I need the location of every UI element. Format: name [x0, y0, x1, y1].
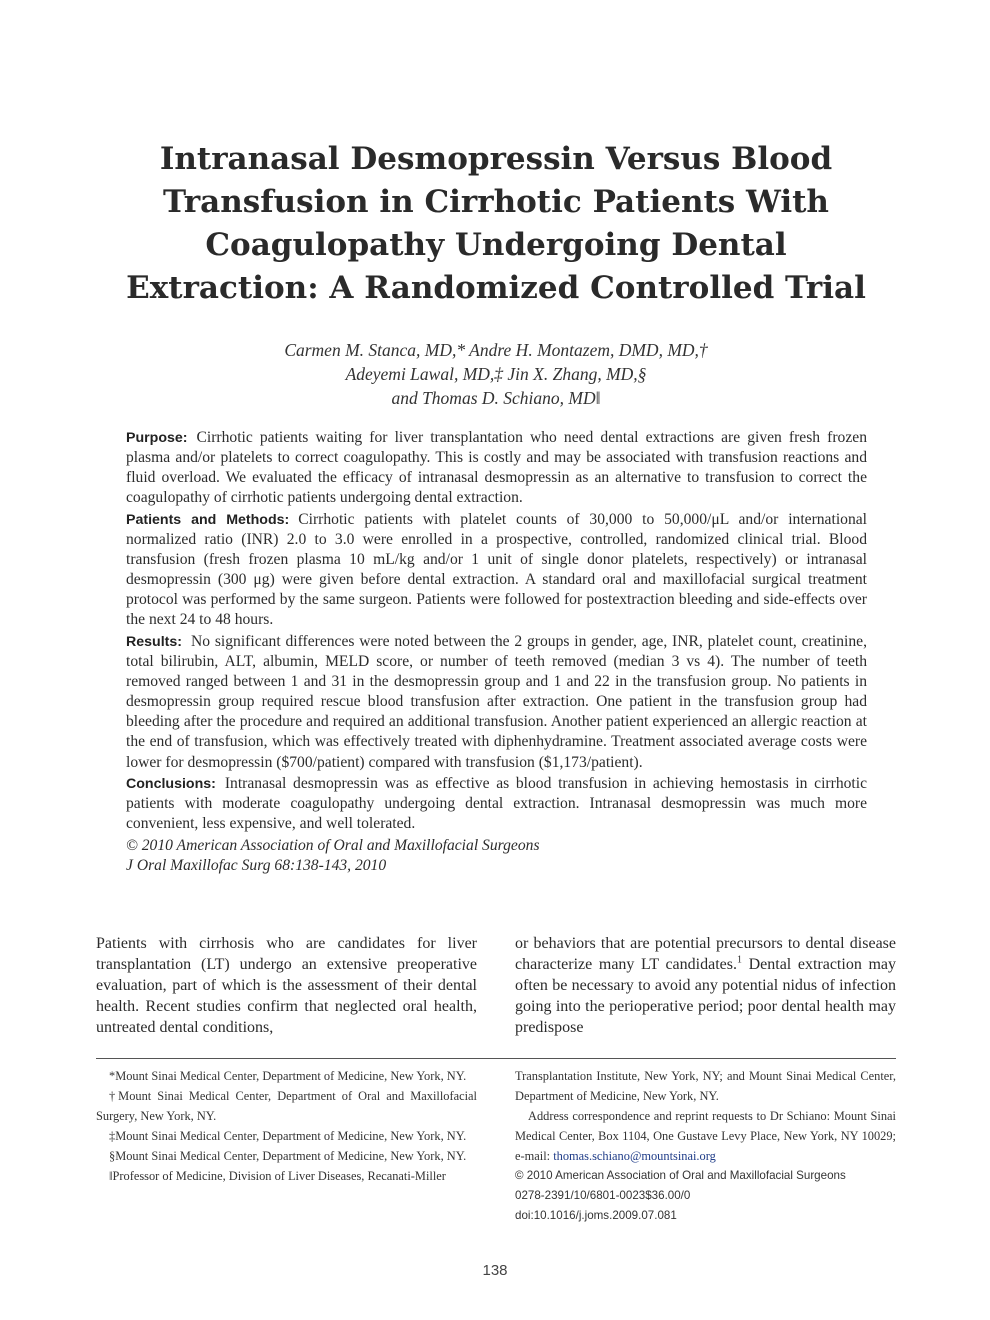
email-link[interactable]: thomas.schiano@mountsinai.org	[553, 1149, 716, 1163]
conclusions-text: Intranasal desmopressin was as effective as blood transfusion in achieving hemostasis in cirrhotic patients with moderate coagulopathy undergoing dental extraction. Intranasal desmopressin was much more convenient, less expensive, and well tolerated.	[126, 775, 867, 833]
title-line: Extraction: A Randomized Controlled Trial	[126, 270, 866, 306]
footnotes-right	[515, 1066, 896, 1226]
body-column-right	[515, 933, 896, 1038]
methods-label: Patients and Methods:	[126, 511, 290, 528]
reference-superscript[interactable]: 1	[736, 954, 742, 966]
footnote-copyright: © 2010 American Association of Oral and Maxillofacial Surgeons	[515, 1169, 846, 1182]
issn-code: 0278-2391/10/6801-0023$36.00/0	[515, 1189, 691, 1202]
author-list	[96, 338, 896, 410]
methods-text: Cirrhotic patients with platelet counts of 30,000 to 50,000/μL and/or international normalized ratio (INR) 2.0 to 3.0 were enrolled in a prospective, controlled, randomized clinical trial. Blood transfusion (fresh frozen plasma 10 mL/kg and/or 1 unit of single donor platelets, respectively) or intranasal desmopressin (300 μg) were given before dental extraction. A standard oral and maxillofacial surgical treatment protocol was performed by the same surgeon. Patients were followed for postextraction bleeding and side-effects over the next 24 to 48 hours.	[126, 510, 867, 629]
page-number: 138	[482, 1262, 508, 1279]
abstract-conclusions	[126, 774, 867, 834]
abstract	[126, 428, 867, 876]
doi-link[interactable]: doi:10.1016/j.joms.2009.07.081	[515, 1209, 677, 1222]
footnotes-left	[96, 1066, 477, 1186]
author-line: and Thomas D. Schiano, MD‖	[391, 388, 601, 408]
body-right-text: or behaviors that are potential precursors to dental disease characterize many LT candidates.	[515, 935, 896, 973]
title-line: Intranasal Desmopressin Versus Blood	[159, 141, 833, 177]
purpose-label: Purpose:	[126, 430, 188, 446]
purpose-text: Cirrhotic patients waiting for liver transplantation who need dental extractions are given fresh frozen plasma and/or platelets to correct coagulopathy. This is costly and may be associated with transfusion reactions and fluid overload. We evaluated the efficacy of intranasal desmopressin as an alternative to transfusion to correct the coagulopathy of cirrhotic patients undergoing dental extraction.	[126, 429, 867, 507]
author-line: Adeyemi Lawal, MD,‡ Jin X. Zhang, MD,§	[345, 364, 647, 384]
article-title	[96, 138, 896, 310]
conclusions-label: Conclusions:	[126, 776, 216, 793]
footnote-affiliation: ‖Professor of Medicine, Division of Liver Diseases, Recanati-Miller	[109, 1169, 446, 1183]
abstract-results	[126, 632, 867, 773]
footnote-affiliation: §Mount Sinai Medical Center, Department of Medicine, New York, NY.	[109, 1149, 467, 1163]
abstract-methods	[126, 510, 867, 631]
body-column-left: Patients with cirrhosis who are candidates for liver transplantation (LT) undergo an extensive preoperative evaluation, part of which is the assessment of their dental health. Recent studies confirm that neglected oral health, untreated dental conditions,	[96, 935, 477, 1036]
abstract-purpose	[126, 428, 867, 508]
footnote-affiliation: ‡Mount Sinai Medical Center, Department of Medicine, New York, NY.	[109, 1129, 467, 1143]
footnote-continuation: Transplantation Institute, New York, NY; and Mount Sinai Medical Center, Department of Medicine, New York, NY.	[515, 1069, 896, 1103]
title-line: Transfusion in Cirrhotic Patients With	[163, 184, 829, 220]
abstract-copyright: © 2010 American Association of Oral and Maxillofacial Surgeons	[126, 836, 540, 854]
footnote-affiliation: *Mount Sinai Medical Center, Department of Medicine, New York, NY.	[109, 1069, 467, 1083]
footnote-affiliation: †Mount Sinai Medical Center, Department of Oral and Maxillofacial Surgery, New York, NY.	[96, 1089, 477, 1123]
correspondence-note	[515, 1106, 896, 1166]
results-label: Results:	[126, 633, 182, 650]
correspondence-text: Address correspondence and reprint requests to Dr Schiano: Mount Sinai Medical Center, Box 1104, One Gustave Levy Place, New York, NY 10029; e-mail:	[515, 1109, 896, 1163]
results-text: No significant differences were noted between the 2 groups in gender, age, INR, platelet count, creatinine, total bilirubin, ALT, albumin, MELD score, or number of teeth removed (median 3 vs 4). The number of teeth removed ranged between 1 and 31 in the desmopressin group and 1 and 22 in the transfusion group. No patients in desmopressin group required rescue blood transfusion after extraction. One patient in the transfusion group had bleeding after the procedure and required an additional transfusion. Another patient experienced an allergic reaction at the end of transfusion, which was effectively treated with diphenhydramine. Treatment associated average costs were lower for desmopressin ($700/patient) compared with transfusion ($1,173/patient).	[126, 632, 867, 771]
author-line: Carmen M. Stanca, MD,* Andre H. Montazem, DMD, MD,†	[284, 340, 708, 360]
footnote-divider	[96, 1058, 896, 1059]
abstract-citation: J Oral Maxillofac Surg 68:138-143, 2010	[126, 856, 387, 874]
body-right-text: Dental extraction may often be necessary to avoid any potential nidus of infection going into the perioperative period; poor dental health may predispose	[515, 956, 896, 1036]
title-line: Coagulopathy Undergoing Dental	[205, 227, 787, 263]
